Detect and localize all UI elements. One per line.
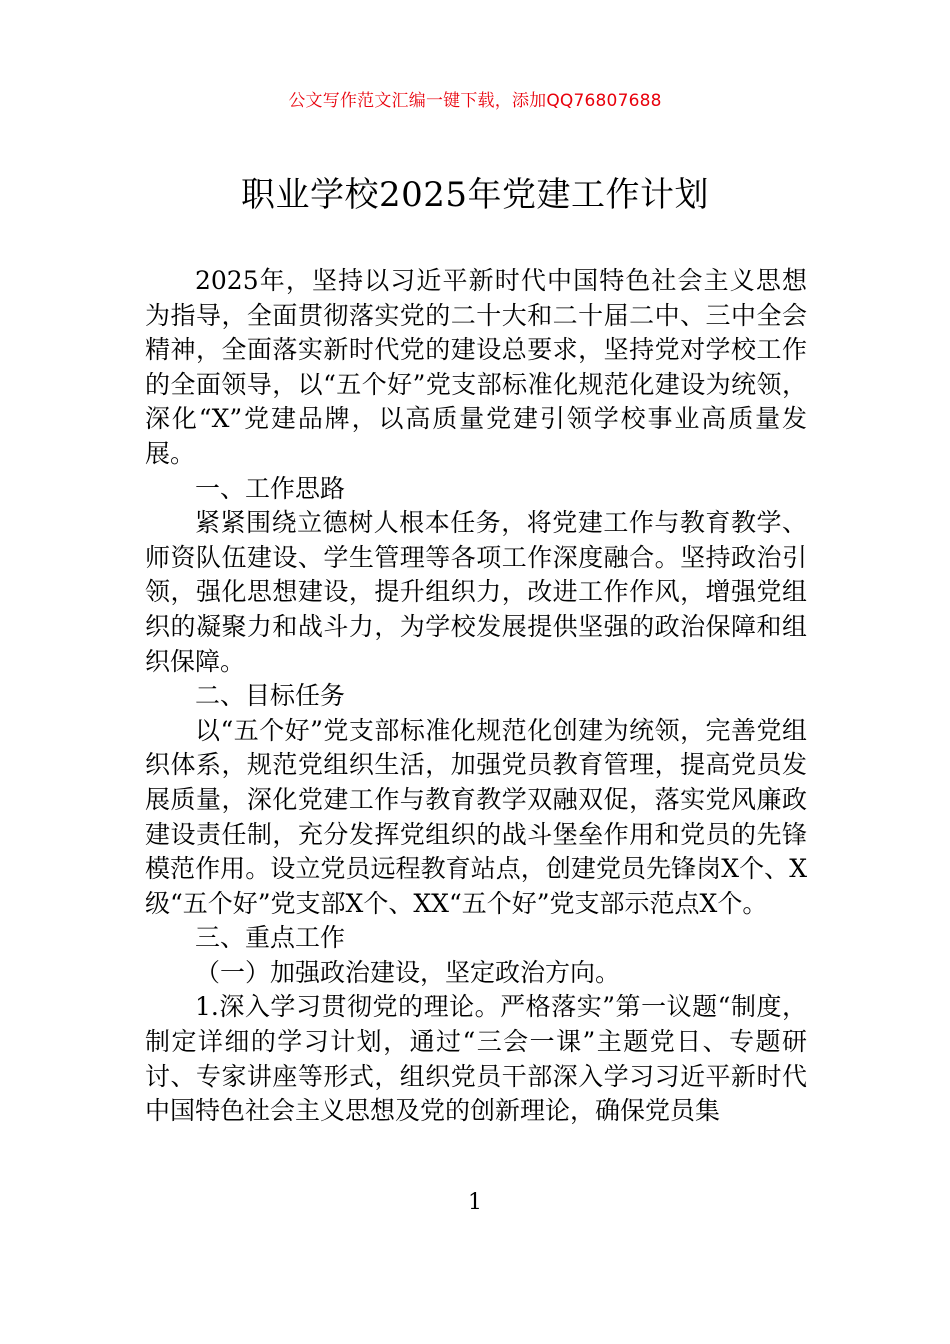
goals-paragraph: 以“五个好”党支部标准化规范化创建为统领，完善党组织体系，规范党组织生活，加强党员教育管理，提高党员发展质量，深化党建工作与教育教学双融双促，落实党风廉政建设责任制，充分发挥党组织的战斗堡垒作用和党员的先锋模范作用。设立党员远程教育站点，创建党员先锋岗X个、X级“五个好”党支部X个、XX“五个好”党支部示范点X个。 (145, 715, 807, 918)
subsection-heading-political: （一）加强政治建设，坚定政治方向。 (195, 957, 621, 987)
document-body (145, 264, 807, 1129)
section-heading-goals: 二、目标任务 (195, 681, 346, 711)
work-approach-paragraph: 紧紧围绕立德树人根本任务，将党建工作与教育教学、师资队伍建设、学生管理等各项工作深度融合。坚持政治引领，强化思想建设，提升组织力，改进工作作风，增强党组织的凝聚力和战斗力，为学校发展提供坚强的政治保障和组织保障。 (145, 508, 807, 676)
watermark-text: 公文写作范文汇编一键下载，添加QQ76807688 (288, 91, 662, 111)
section-heading-work-approach: 一、工作思路 (195, 473, 346, 503)
item-paragraph-theory-study: 1.深入学习贯彻党的理论。严格落实”第一议题“制度，制定详细的学习计划，通过“三会一课”主题党日、专题研讨、专家讲座等形式，组织党员干部深入学习习近平新时代中国特色社会主义思想及党的创新理论，确保党员集 (145, 992, 807, 1126)
document-title: 职业学校2025年党建工作计划 (240, 175, 710, 215)
intro-paragraph: 2025年，坚持以习近平新时代中国特色社会主义思想为指导，全面贯彻落实党的二十大和二十届二中、三中全会精神，全面落实新时代党的建设总要求，坚持党对学校工作的全面领导，以“五个好”党支部标准化规范化建设为统领，深化“X”党建品牌，以高质量党建引领学校事业高质量发展。 (145, 266, 807, 468)
page-number: 1 (468, 1190, 482, 1215)
section-heading-key-work: 三、重点工作 (195, 923, 346, 953)
